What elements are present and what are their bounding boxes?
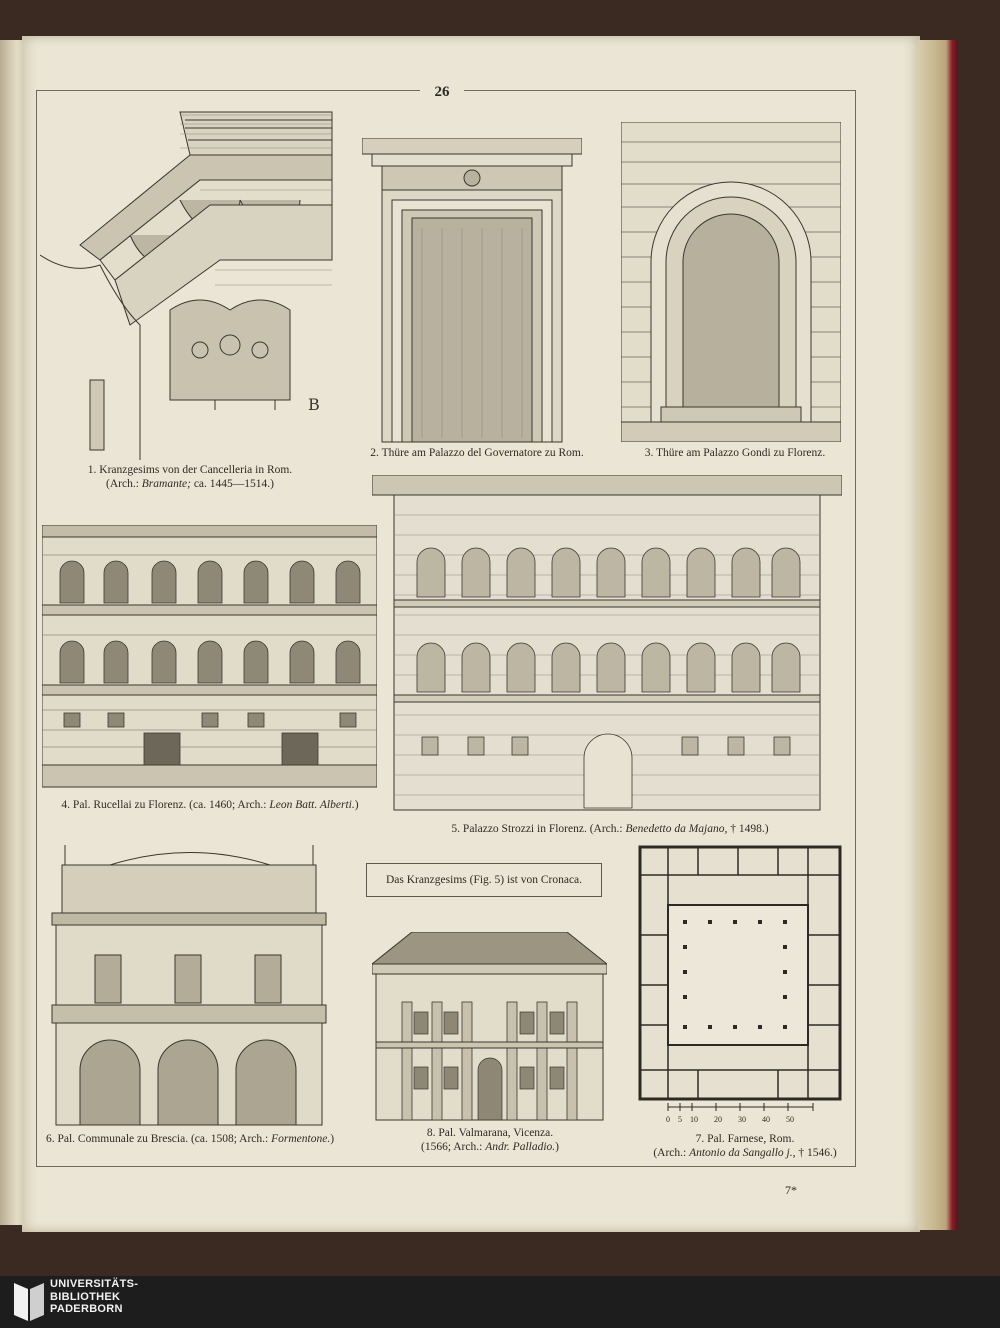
- caption-fig6-text: 6. Pal. Communale zu Brescia. (ca. 1508; Arch.:: [45, 1133, 272, 1145]
- figure-3-door: [621, 122, 841, 442]
- figure-4-rucellai: [42, 525, 377, 790]
- caption-fig7-architect: Antonio da Sangallo j.,: [689, 1147, 796, 1159]
- scale-label-2: 10: [690, 1115, 698, 1124]
- caption-fig1-line2b: ca. 1445—1514.): [190, 478, 274, 490]
- scale-label-3: 20: [714, 1115, 722, 1124]
- caption-fig1-line1: 1. Kranzgesims von der Cancelleria in Rom.: [87, 464, 293, 476]
- caption-fig7-line1: 7. Pal. Farnese, Rom.: [695, 1133, 795, 1145]
- page-number: 26: [420, 84, 464, 101]
- library-logo-text: [50, 1278, 138, 1316]
- figure-1-cornice: [40, 110, 335, 460]
- scale-label-6: 50: [786, 1115, 794, 1124]
- scale-label-4: 30: [738, 1115, 746, 1124]
- caption-fig1-architect: Bramante;: [141, 478, 191, 490]
- caption-fig7: [640, 1132, 850, 1160]
- caption-fig6-end: ): [330, 1133, 335, 1145]
- caption-fig7-line2a: (Arch.:: [653, 1147, 690, 1159]
- scale-label-1: 5: [678, 1115, 682, 1124]
- figure-5-strozzi: [372, 475, 842, 815]
- library-logo-icon: [10, 1281, 46, 1323]
- caption-fig4: [40, 798, 380, 812]
- figure-6-brescia: [50, 845, 328, 1127]
- caption-fig5-end: † 1498.): [727, 823, 769, 835]
- caption-fig3: [630, 446, 840, 460]
- caption-fig8-line2b: ): [555, 1141, 559, 1153]
- note-box: Das Kranzgesims (Fig. 5) ist von Cronaca.: [366, 863, 602, 897]
- caption-fig4-architect: Leon Batt. Alberti.: [269, 799, 355, 811]
- footer-bar: [0, 1276, 1000, 1328]
- caption-fig2-text: 2. Thüre am Palazzo del Governatore zu Rom.: [370, 447, 584, 459]
- svg-text:B: B: [308, 395, 320, 414]
- caption-fig5: [440, 822, 780, 836]
- book-edge: [918, 40, 958, 1230]
- scale-label-5: 40: [762, 1115, 770, 1124]
- figure-2-door: [362, 138, 582, 448]
- caption-fig8-line2a: (1566; Arch.:: [420, 1141, 486, 1153]
- caption-fig1: [70, 463, 310, 491]
- scale-label-0: 0: [666, 1115, 670, 1124]
- caption-fig2: [362, 446, 592, 460]
- caption-fig8-architect: Andr. Palladio.: [485, 1141, 556, 1153]
- caption-fig8-line1: 8. Pal. Valmarana, Vicenza.: [426, 1127, 554, 1139]
- caption-fig6-architect: Formentone.: [271, 1133, 331, 1145]
- caption-fig3-text: 3. Thüre am Palazzo Gondi zu Florenz.: [644, 447, 826, 459]
- caption-fig5-text: 5. Palazzo Strozzi in Florenz. (Arch.:: [451, 823, 626, 835]
- logo-line-1: UNIVERSITÄTS-: [50, 1278, 139, 1290]
- caption-fig4-end: ): [354, 799, 359, 811]
- caption-fig1-line2a: (Arch.:: [106, 478, 142, 490]
- caption-fig8: [380, 1126, 600, 1154]
- signature-mark: 7*: [785, 1183, 797, 1197]
- logo-line-3: PADERBORN: [50, 1303, 123, 1315]
- logo-line-2: BIBLIOTHEK: [50, 1290, 121, 1303]
- caption-fig6: [40, 1132, 340, 1146]
- caption-fig5-architect: Benedetto da Majano,: [625, 823, 728, 835]
- figure-7-farnese-plan: [638, 845, 843, 1115]
- caption-fig7-line2b: † 1546.): [795, 1147, 837, 1159]
- caption-fig4-text: 4. Pal. Rucellai zu Florenz. (ca. 1460; Arch.:: [61, 799, 270, 811]
- figure-8-valmarana: [372, 932, 607, 1122]
